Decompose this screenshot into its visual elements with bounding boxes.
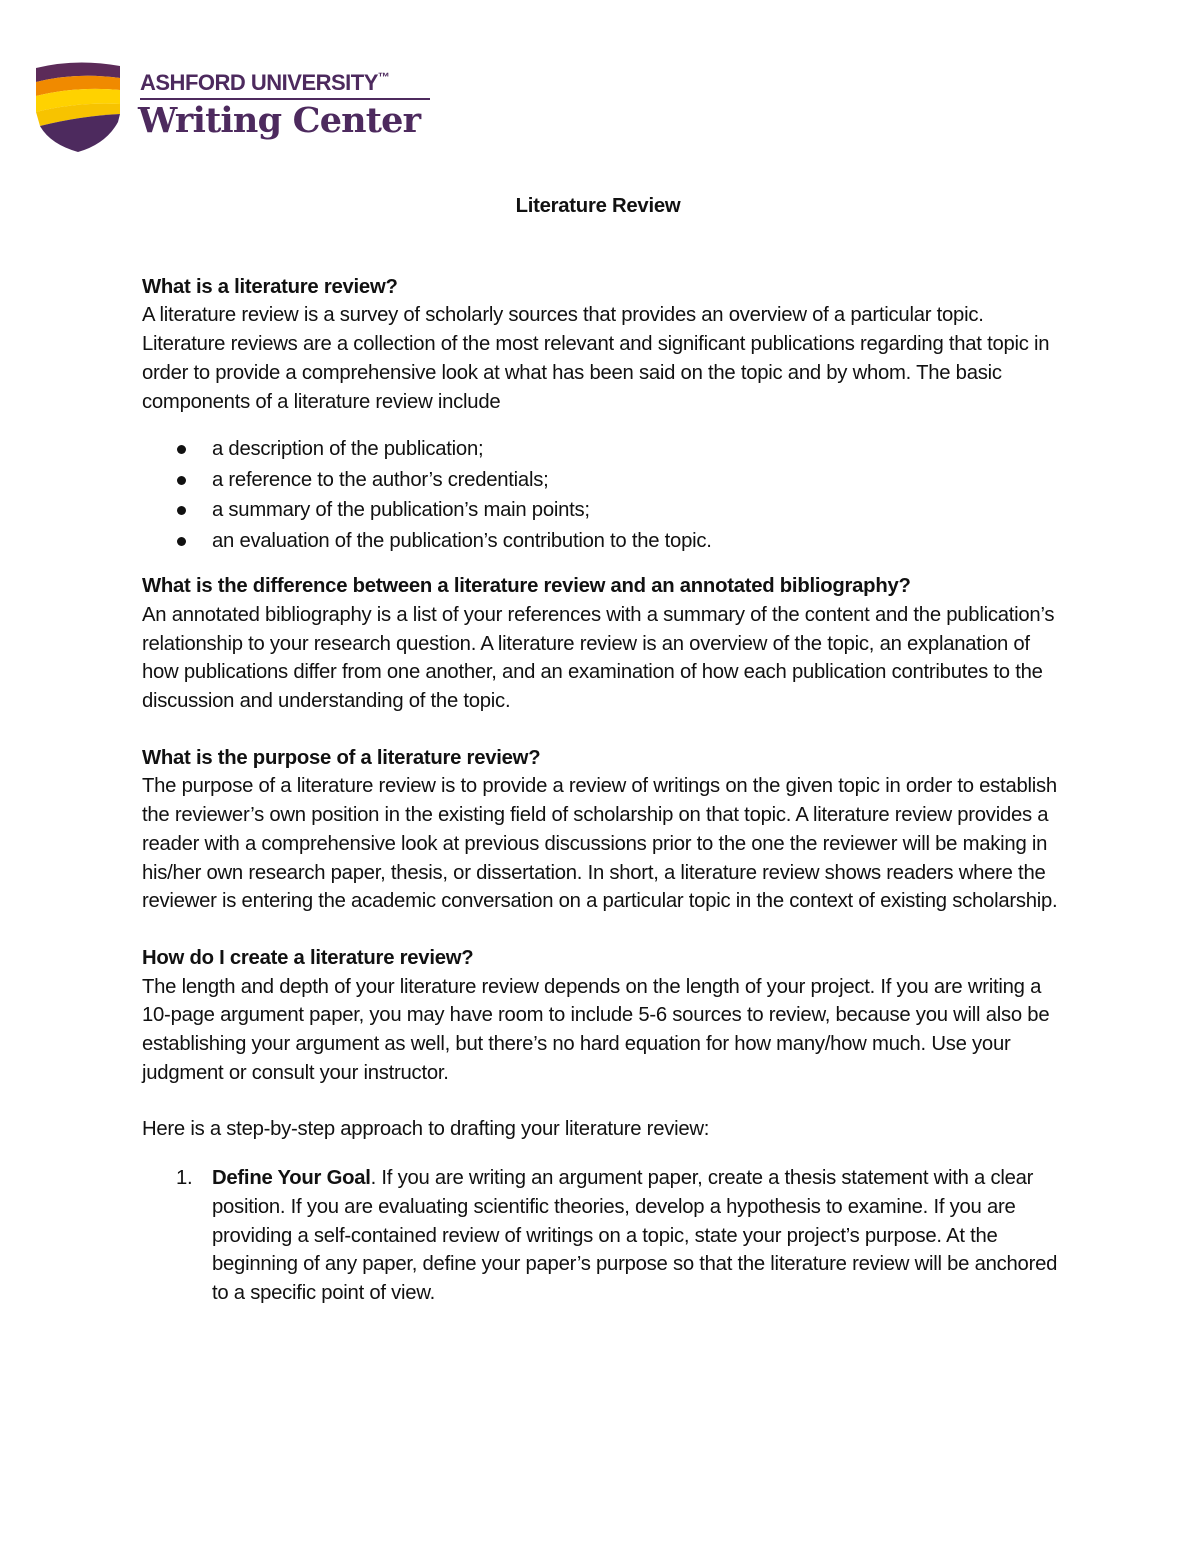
section-paragraph: The length and depth of your literature review depends on the length of your project. If you are writing a 10-page argument paper, you may have room to include 5-6 sources to review, because you will also be establishing your argument as well, but there’s no hard equation for how many/how much. Use your judgment or consult your instructor.	[142, 975, 1050, 1084]
list-item	[142, 434, 1062, 465]
section-paragraph: The purpose of a literature review is to provide a review of writings on the given topic in order to establish the reviewer’s own position in the existing field of scholarship on that topic. A literature review provides a reader with a comprehensive look at previous discussions prior to the one the reviewer will be making in his/her own research paper, thesis, or dissertation. In short, a literature review shows readers where the reviewer is entering the academic conversation on a particular topic in the context of existing scholarship.	[142, 775, 1058, 913]
steps-intro: Here is a step-by-step approach to drafting your literature review:	[142, 1118, 710, 1141]
list-item-text: an evaluation of the publication’s contribution to the topic.	[212, 529, 712, 552]
list-item	[142, 526, 1062, 557]
section-difference	[142, 572, 1062, 716]
step-number: 1.	[176, 1167, 193, 1190]
bullet-icon	[177, 445, 186, 454]
section-heading: What is the difference between a literature review and an annotated bibliography?	[142, 575, 911, 598]
list-item	[142, 495, 1062, 526]
step-text: . If you are writing an argument paper, create a thesis statement with a clear position. If you are evaluating scientific theories, develop a hypothesis to examine. If you are providing a self-contained review of writings on a topic, state your project’s purpose. At the beginning of any paper, define your paper’s purpose so that the literature review will be anchored to a specific point of view.	[212, 1167, 1058, 1304]
bullet-icon	[177, 476, 186, 485]
list-item-text: a description of the publication;	[212, 438, 484, 461]
list-item-text: a summary of the publication’s main points;	[212, 499, 590, 522]
bullet-icon	[177, 506, 186, 515]
logo-university-name	[140, 70, 389, 96]
list-item-text: a reference to the author’s credentials;	[212, 468, 549, 491]
logo-trademark: ™	[377, 70, 390, 84]
list-item	[142, 465, 1062, 496]
section-purpose	[142, 744, 1062, 916]
writing-center-logo	[36, 60, 436, 155]
logo-writing-center: Writing Center	[138, 100, 421, 141]
bullet-icon	[177, 537, 186, 546]
components-list	[142, 434, 1062, 556]
section-how-to-create	[142, 944, 1062, 1088]
shield-logo-icon	[36, 60, 122, 152]
section-paragraph: An annotated bibliography is a list of your references with a summary of the content and the publication’s relationship to your research question. A literature review is an overview of the topic, an explanation of how publications differ from one another, and an examination of how each publication contributes to the discussion and understanding of the topic.	[142, 603, 1055, 713]
section-heading: How do I create a literature review?	[142, 946, 474, 969]
document-body	[142, 192, 1062, 1308]
logo-university-text: ASHFORD UNIVERSITY	[140, 70, 378, 95]
section-what-is	[142, 273, 1062, 557]
section-paragraph: A literature review is a survey of scholarly sources that provides an overview of a particular topic. Literature reviews are a collection of the most relevant and significant publications regarding that topic in order to provide a comprehensive look at what has been said on the topic and by whom. The basic components of a literature review include	[142, 304, 1050, 413]
section-heading: What is the purpose of a literature review?	[142, 746, 541, 769]
step-item	[142, 1164, 1062, 1308]
steps-list	[142, 1164, 1062, 1308]
step-title: Define Your Goal	[212, 1167, 371, 1190]
document-title: Literature Review	[515, 195, 681, 217]
section-heading: What is a literature review?	[142, 275, 398, 298]
